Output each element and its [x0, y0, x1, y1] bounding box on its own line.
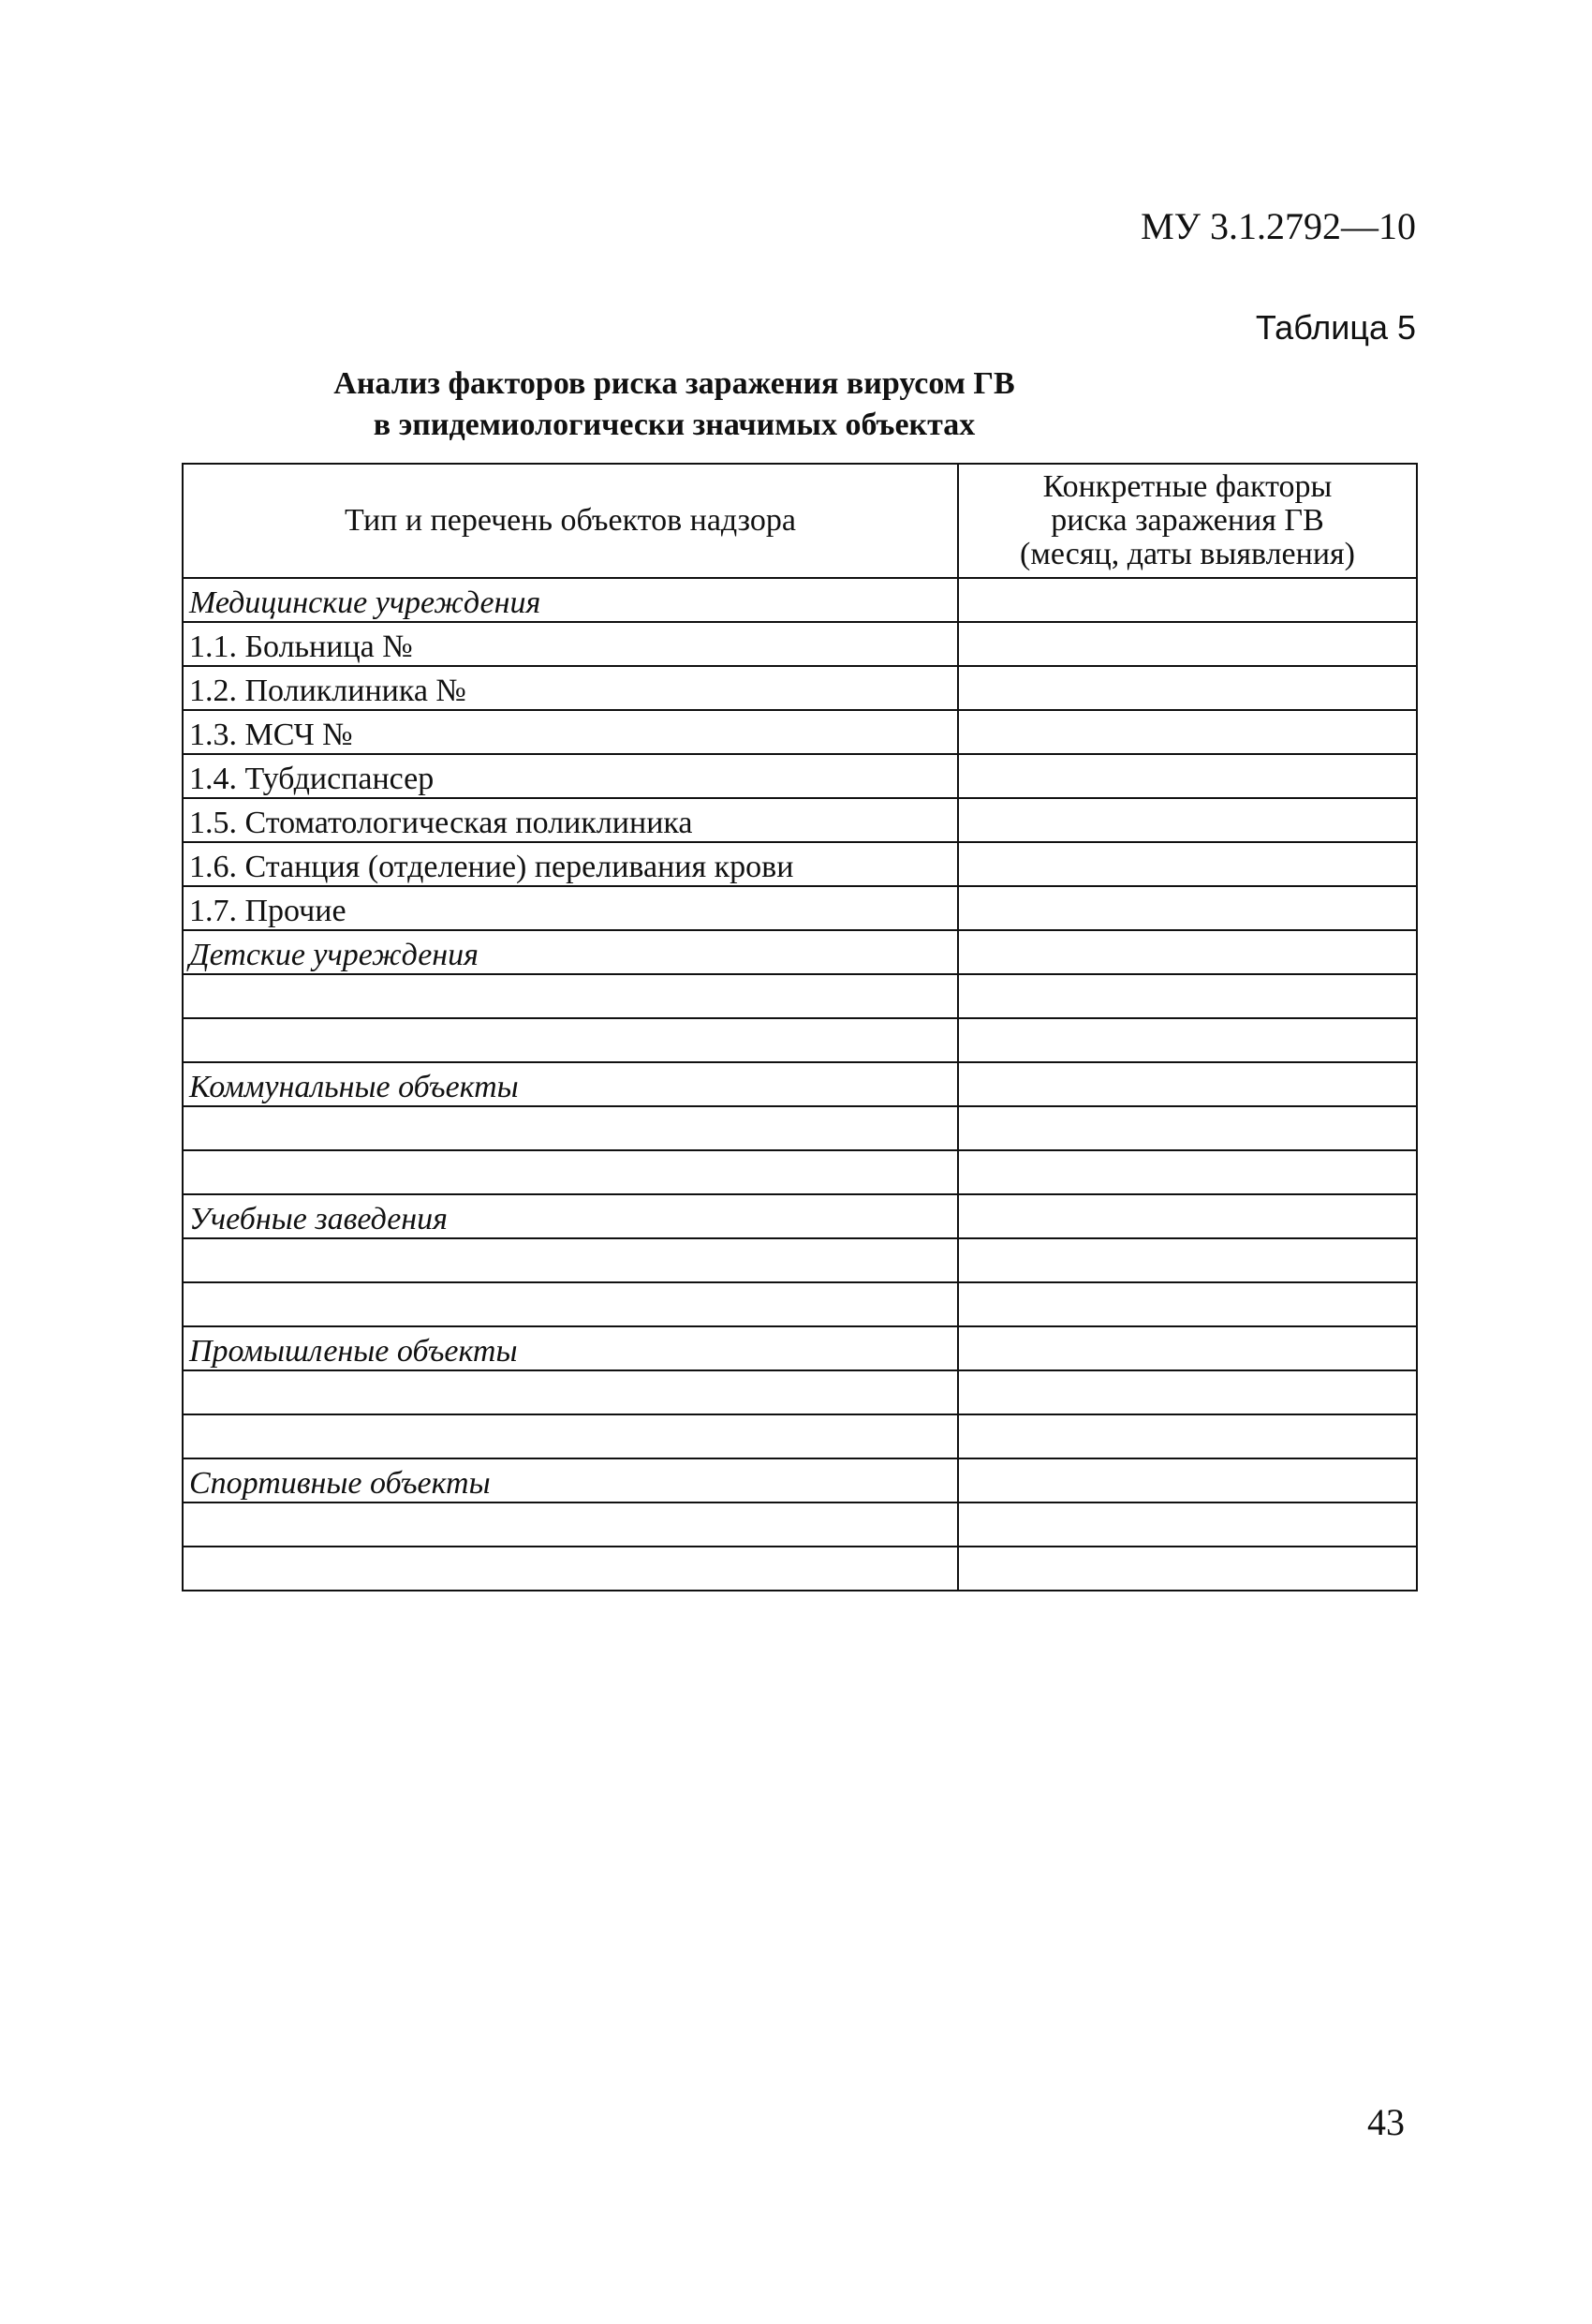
- object-name-cell: [183, 1414, 958, 1458]
- object-name-cell: 1.3. МСЧ №: [183, 710, 958, 754]
- table-row: [183, 1414, 1417, 1458]
- object-name-cell: 1.7. Прочие: [183, 886, 958, 930]
- risk-factors-cell: [958, 1458, 1417, 1502]
- risk-factors-cell: [958, 666, 1417, 710]
- table-category-row: [183, 1062, 1417, 1106]
- table-row: [183, 1502, 1417, 1547]
- table-row: [183, 842, 1417, 886]
- risk-factors-cell: [958, 1282, 1417, 1326]
- table-category-row: [183, 1326, 1417, 1370]
- risk-factors-cell: [958, 1370, 1417, 1414]
- table-row: [183, 798, 1417, 842]
- object-name-cell: [183, 974, 958, 1018]
- category-label-cell: Учебные заведения: [183, 1194, 958, 1238]
- object-name-cell: 1.1. Больница №: [183, 622, 958, 666]
- object-name-cell: [183, 1547, 958, 1591]
- object-name-cell: [183, 1238, 958, 1282]
- risk-factors-cell: [958, 842, 1417, 886]
- risk-factors-cell: [958, 578, 1417, 622]
- table-row: [183, 1150, 1417, 1194]
- table-row: [183, 1547, 1417, 1591]
- risk-factors-table: [182, 463, 1418, 1591]
- table-category-row: [183, 1194, 1417, 1238]
- column-header-risk-factors-line-3: (месяц, даты выявления): [1020, 536, 1355, 571]
- page-number: 43: [1367, 2101, 1405, 2143]
- risk-factors-cell: [958, 1062, 1417, 1106]
- document-code: МУ 3.1.2792—10: [1141, 205, 1416, 247]
- risk-factors-cell: [958, 754, 1417, 798]
- table-row: [183, 1106, 1417, 1150]
- table-title-line-1: Анализ факторов риска заражения вирусом ГВ: [333, 366, 1015, 401]
- object-name-cell: 1.2. Поликлиника №: [183, 666, 958, 710]
- risk-factors-cell: [958, 1018, 1417, 1062]
- risk-factors-cell: [958, 1547, 1417, 1591]
- category-label-cell: Спортивные объекты: [183, 1458, 958, 1502]
- object-name-cell: [183, 1150, 958, 1194]
- table-header-row: [183, 464, 1417, 578]
- table-title-line-2: в эпидемиологически значимых объектах: [373, 407, 976, 442]
- risk-factors-cell: [958, 622, 1417, 666]
- table-label: Таблица 5: [1255, 308, 1416, 347]
- column-header-objects: Тип и перечень объектов надзора: [183, 464, 958, 578]
- object-name-cell: 1.6. Станция (отделение) переливания крови: [183, 842, 958, 886]
- column-header-risk-factors: [958, 464, 1417, 578]
- object-name-cell: 1.4. Тубдиспансер: [183, 754, 958, 798]
- category-label-cell: Коммунальные объекты: [183, 1062, 958, 1106]
- table-body: [183, 578, 1417, 1591]
- table-category-row: [183, 1458, 1417, 1502]
- risk-factors-cell: [958, 1414, 1417, 1458]
- category-label-cell: Медицинские учреждения: [183, 578, 958, 622]
- table-row: [183, 710, 1417, 754]
- risk-factors-cell: [958, 1194, 1417, 1238]
- table-title: [234, 363, 1114, 446]
- risk-factors-cell: [958, 886, 1417, 930]
- risk-factors-cell: [958, 1150, 1417, 1194]
- table-row: [183, 1370, 1417, 1414]
- object-name-cell: [183, 1370, 958, 1414]
- object-name-cell: [183, 1106, 958, 1150]
- column-header-risk-factors-line-2: риска заражения ГВ: [1051, 503, 1324, 539]
- category-label-cell: Детские учреждения: [183, 930, 958, 974]
- object-name-cell: [183, 1282, 958, 1326]
- risk-factors-cell: [958, 710, 1417, 754]
- risk-factors-cell: [958, 1502, 1417, 1547]
- risk-factors-cell: [958, 1106, 1417, 1150]
- category-label-cell: Промышленые объекты: [183, 1326, 958, 1370]
- table-row: [183, 1282, 1417, 1326]
- table-row: [183, 886, 1417, 930]
- column-header-risk-factors-line-1: Конкретные факторы: [1042, 469, 1333, 505]
- risk-factors-cell: [958, 1238, 1417, 1282]
- object-name-cell: 1.5. Стоматологическая поликлиника: [183, 798, 958, 842]
- risk-factors-cell: [958, 974, 1417, 1018]
- risk-factors-cell: [958, 798, 1417, 842]
- table-row: [183, 622, 1417, 666]
- table-category-row: [183, 578, 1417, 622]
- table-row: [183, 1018, 1417, 1062]
- object-name-cell: [183, 1502, 958, 1547]
- table-row: [183, 754, 1417, 798]
- table-row: [183, 974, 1417, 1018]
- table-row: [183, 1238, 1417, 1282]
- object-name-cell: [183, 1018, 958, 1062]
- table-row: [183, 666, 1417, 710]
- risk-factors-cell: [958, 930, 1417, 974]
- risk-factors-cell: [958, 1326, 1417, 1370]
- table-category-row: [183, 930, 1417, 974]
